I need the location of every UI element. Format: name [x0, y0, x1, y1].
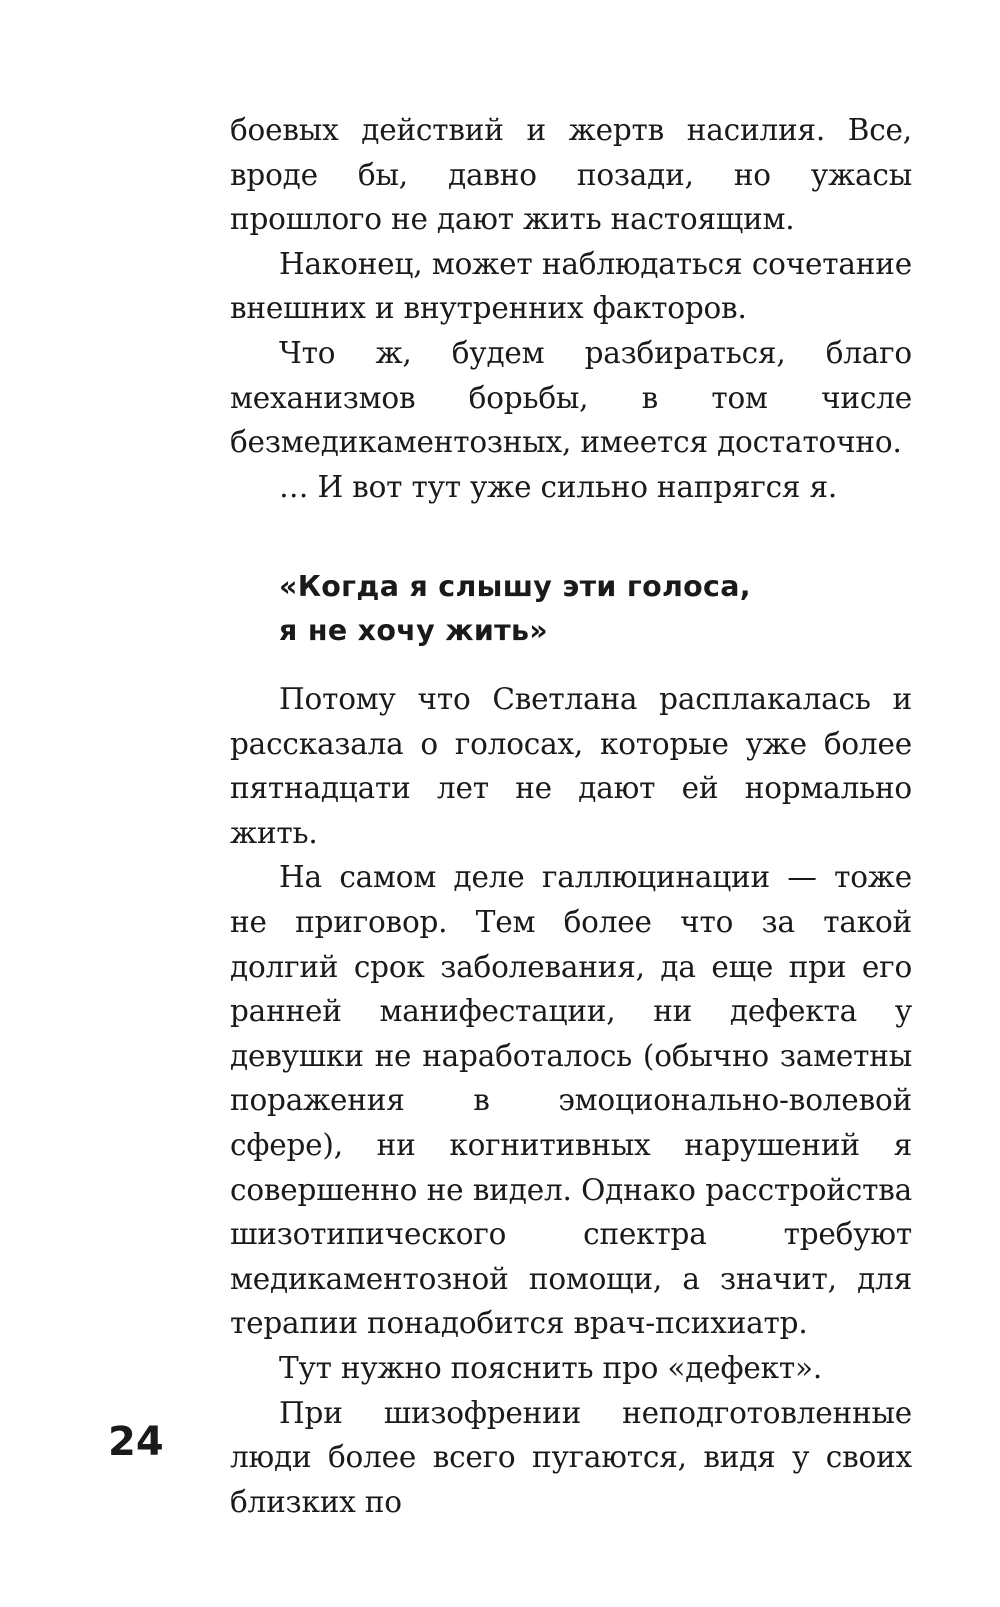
paragraph: Потому что Светлана расплакалась и рассказала о голосах, которые уже более пятнадцати лет не дают ей нормально жить. — [230, 682, 912, 850]
main-text-block — [230, 677, 912, 1524]
paragraph: Что ж, будем разбираться, благо механизмов борьбы, в том числе безмедикаментозных, имеется достаточно. — [230, 335, 912, 460]
paragraph: На самом деле галлюцинации — тоже не приговор. Тем более что за такой долгий срок заболевания, да еще при его ранней манифестации, ни дефекта у девушки не наработалось (обычно заметны поражения в эмоционально-волевой сфере), ни когнитивных нарушений я совершенно не видел. Однако расстройства шизотипического спектра требуют медикаментозной помощи, а значит, для терапии понадобится врач-психиатр. — [230, 860, 912, 1341]
section-heading — [279, 565, 899, 652]
paragraph: … И вот тут уже сильно напрягся я. — [279, 469, 838, 504]
top-text-block — [230, 108, 912, 509]
section-heading-line-1: «Когда я слышу эти голоса, — [279, 570, 751, 603]
paragraph: Наконец, может наблюдаться сочетание внешних и внутренних факторов. — [230, 246, 912, 326]
paragraph: При шизофрении неподготовленные люди более всего пугаются, видя у своих близких по — [230, 1395, 912, 1519]
page-number: 24 — [108, 1419, 164, 1465]
paragraph: Тут нужно пояснить про «дефект». — [279, 1350, 823, 1385]
section-heading-line-2: я не хочу жить» — [279, 613, 548, 647]
paragraph-continuation: боевых действий и жертв насилия. Все, вроде бы, давно позади, но ужасы прошлого не дают жить настоящим. — [230, 113, 912, 237]
